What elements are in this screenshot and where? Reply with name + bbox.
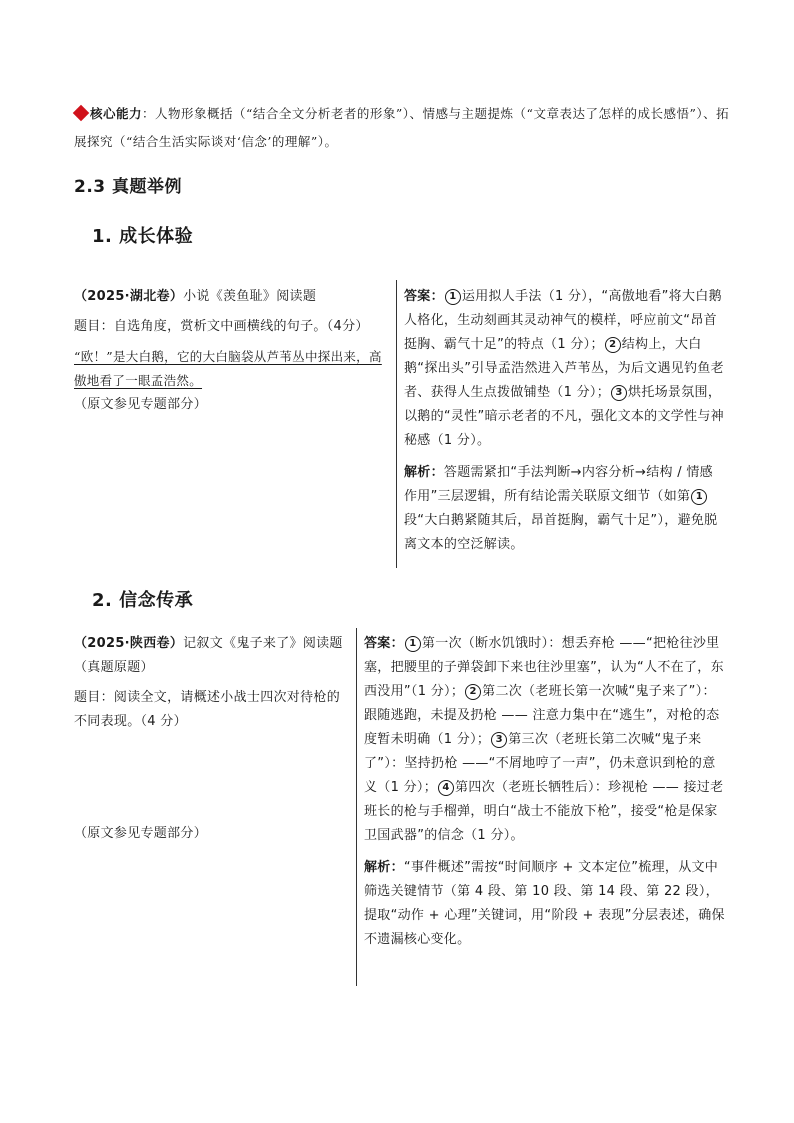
example2-heading: 2. 信念传承 bbox=[92, 590, 194, 611]
example2-right-cell bbox=[364, 632, 726, 952]
circled-number-1-icon: 1 bbox=[445, 289, 461, 305]
circled-number-1-icon: 1 bbox=[405, 636, 421, 652]
section-title: 2.3 真题举例 bbox=[74, 177, 183, 197]
circled-number-3-icon: 3 bbox=[611, 385, 627, 401]
example2-divider bbox=[356, 628, 357, 986]
example2-source: （2025·陕西卷）记叙文《鬼子来了》阅读题（真题原题） bbox=[74, 636, 343, 675]
red-diamond-cluster-icon bbox=[74, 106, 88, 120]
example1-answer: 答案： 1 运用拟人手法（1 分），“高傲地看”将大白鹅人格化，生动刻画其灵动神气的模样，呼应前文“昂首挺胸、霸气十足”的特点（1 分）； 2 结构上，大白鹅“探出头”引导孟浩然进入芦苇丛，为后文遇见钓鱼老者、获得人生点拨做铺垫（1 分）； 3 烘托场景氛围，以鹅的“灵性”暗示老者的不凡，强化文本的文学性与神秘感（1 分）。 bbox=[404, 289, 724, 448]
core-ability-text: ：人物形象概括（“结合全文分析老者的形象”）、情感与主题提炼（“文章表达了怎样的成长感悟”）、拓展探究（“结合生活实际谈对‘信念’的理解”）。 bbox=[74, 106, 730, 149]
example1-left-cell bbox=[74, 285, 388, 417]
example1-right-cell bbox=[404, 285, 726, 557]
circled-number-2-icon: 2 bbox=[605, 337, 621, 353]
example1-heading: 1. 成长体验 bbox=[92, 226, 194, 247]
example2-analysis: 解析：“事件概述”需按“时间顺序 + 文本定位”梳理，从文中筛选关键情节（第 4 段、第 10 段、第 14 段、第 22 段），提取“动作 + 心理”关键词，用“阶段 + 表现”分层表述，确保不遗漏核心变化。 bbox=[364, 860, 725, 947]
example2-answer: 答案： 1 第一次（断水饥饿时）：想丢弃枪 ——“把枪往沙里塞，把腰里的子弹袋卸下来也往沙里塞”，认为“人不在了，东西没用”（1 分）； 2 第二次（老班长第一次喊“鬼子来了”）：跟随逃跑，未提及扔枪 —— 注意力集中在“逃生”，对枪的态度暂未明确（1 分）； 3 第三次（老班长第二次喊“鬼子来了”）：坚持扔枪 ——“不屑地哼了一声”，仍未意识到枪的意义（1 分）； 4 第四次（老班长牺牲后）：珍视枪 —— 接过老班长的枪与手榴弹，明白“战士不能放下枪”，接受“枪是保家卫国武器”的信念（1 分）。 bbox=[364, 636, 724, 843]
circled-number-3-icon: 3 bbox=[491, 732, 507, 748]
core-ability-label: 核心能力 bbox=[90, 106, 143, 121]
example2-left-cell bbox=[74, 632, 350, 846]
example1-quote: “欧！”是大白鹅，它的大白脑袋从芦苇丛中探出来，高傲地看了一眼孟浩然。 bbox=[74, 349, 382, 388]
circled-number-1-icon: 1 bbox=[691, 489, 707, 505]
example1-analysis: 解析：答题需紧扣“手法判断→内容分析→结构 / 情感作用”三层逻辑，所有结论需关联原文细节（如第 1段“大白鹅紧随其后，昂首挺胸，霸气十足”），避免脱离文本的空泛解读。 bbox=[404, 465, 718, 552]
example1-ref: （原文参见专题部分） bbox=[74, 397, 208, 412]
core-ability-paragraph bbox=[74, 100, 734, 156]
circled-number-4-icon: 4 bbox=[438, 780, 454, 796]
circled-number-2-icon: 2 bbox=[465, 684, 481, 700]
example2-ref: （原文参见专题部分） bbox=[74, 826, 208, 841]
example1-divider bbox=[396, 280, 397, 568]
example1-source: （2025·湖北卷）小说《羡鱼耻》阅读题 bbox=[74, 289, 317, 304]
example1-question: 题目：自选角度，赏析文中画横线的句子。（4分） bbox=[74, 319, 369, 334]
example2-question: 题目：阅读全文，请概述小战士四次对待枪的不同表现。（4 分） bbox=[74, 690, 341, 729]
